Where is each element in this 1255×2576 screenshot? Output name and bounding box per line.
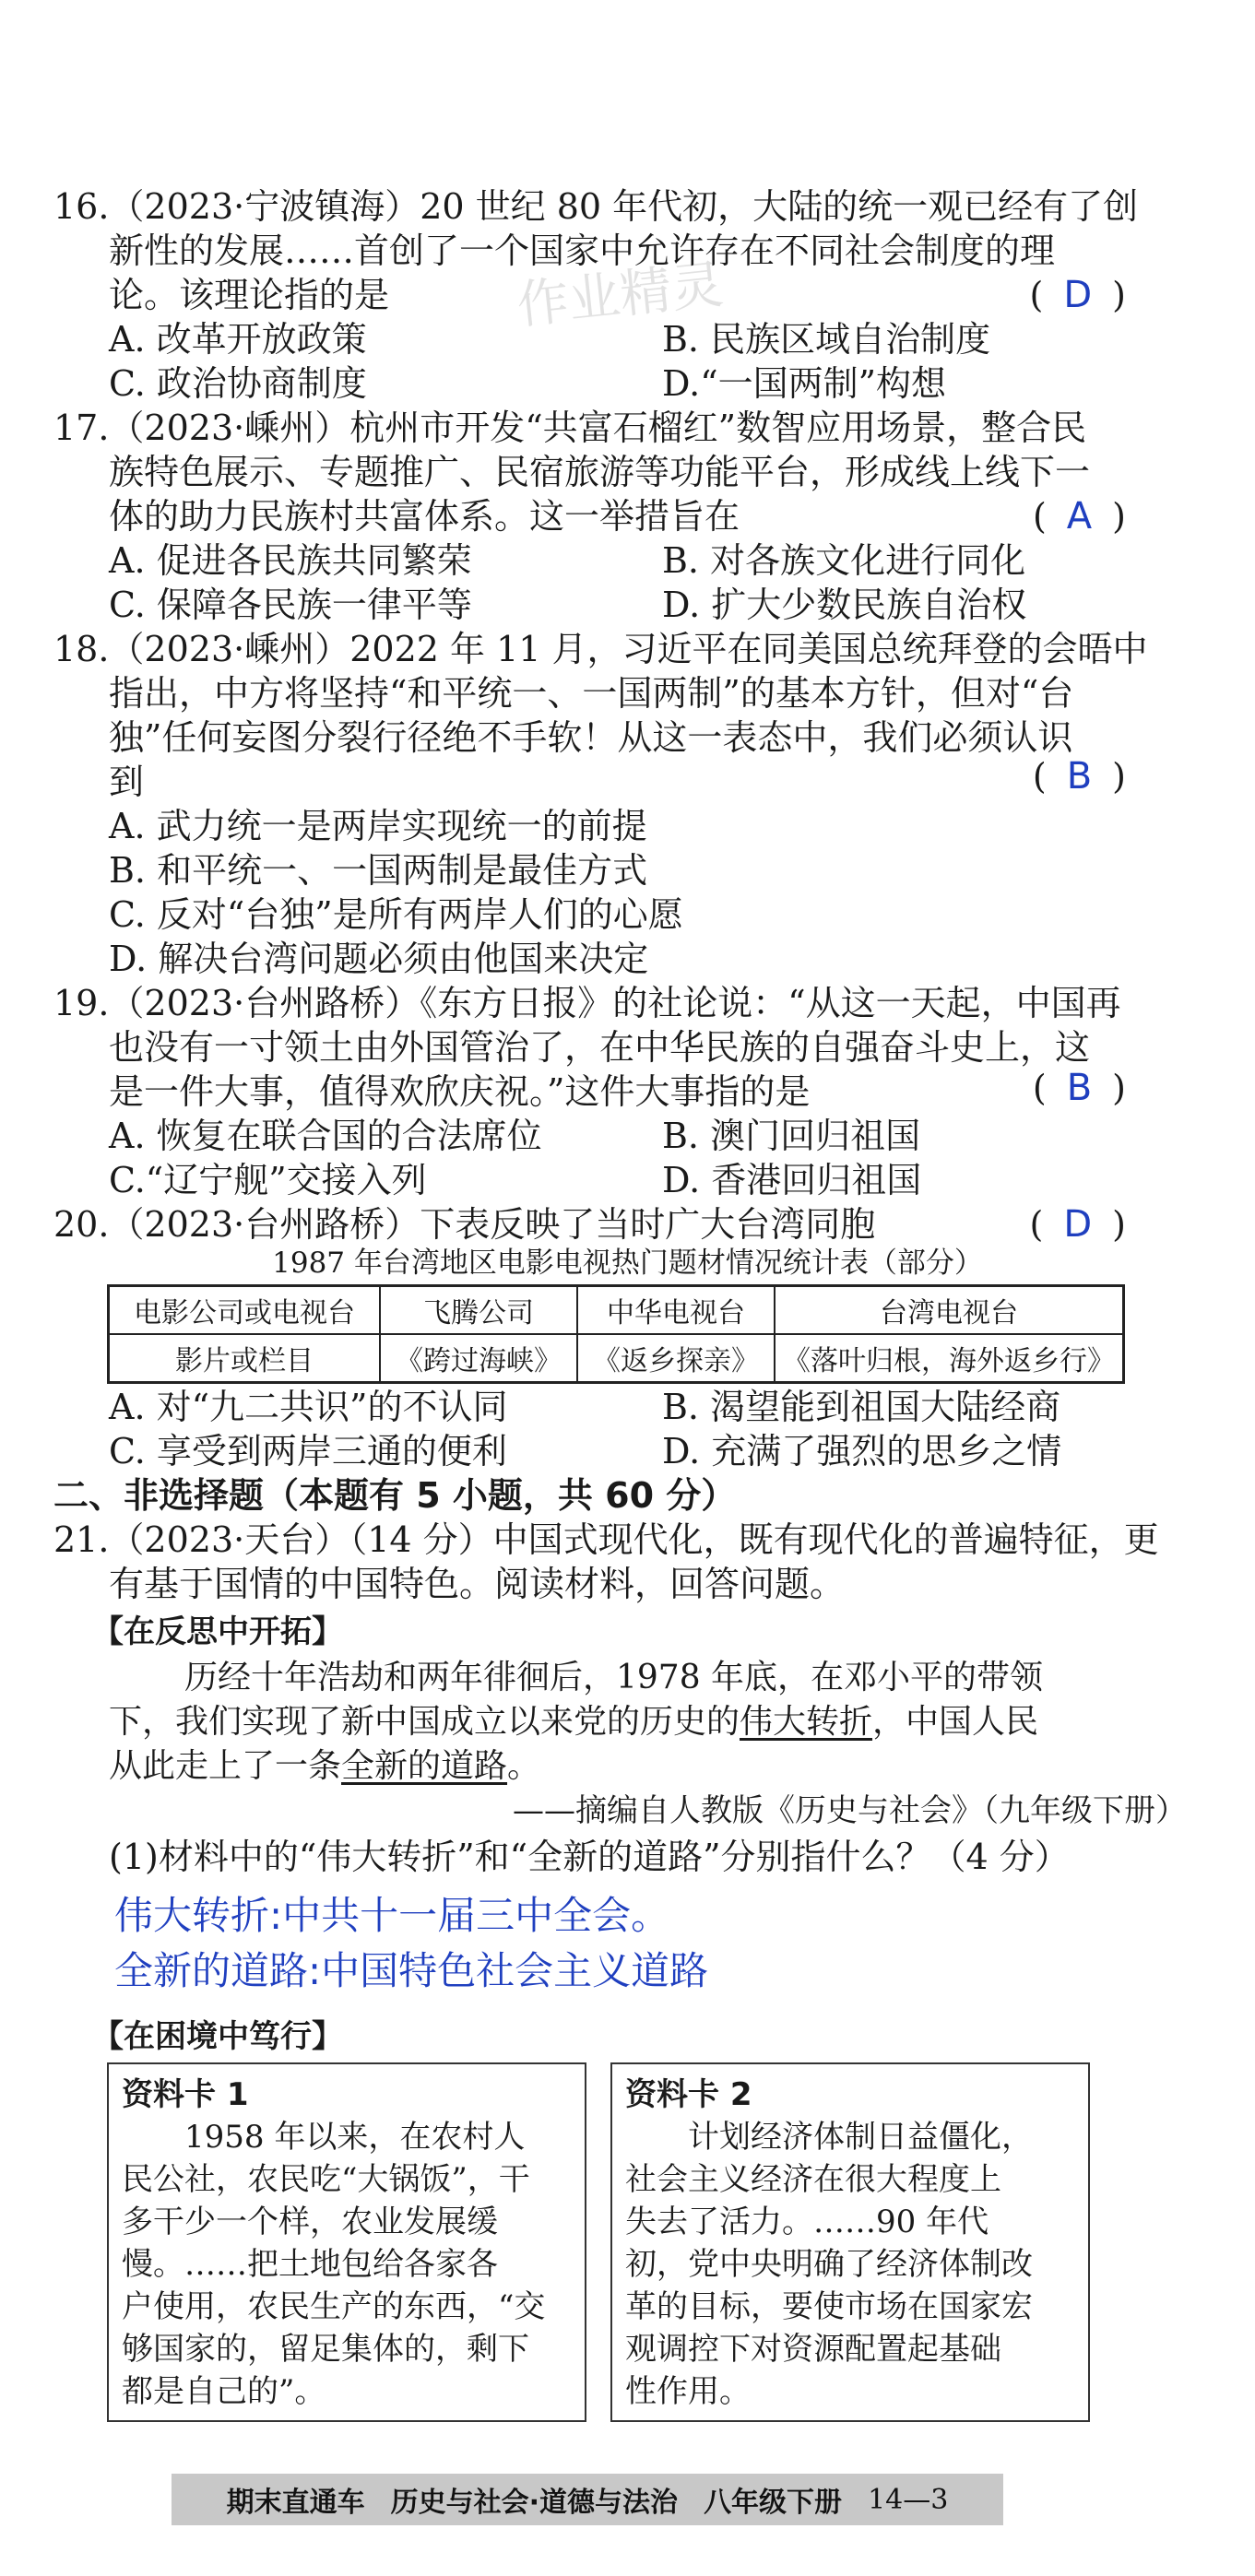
q17-option-b: B. 对各族文化进行同化 [662,540,1026,581]
table-cell: 台湾电视台 [775,1286,1124,1335]
q20-option-a: A. 对“九二共识”的不认同 [109,1387,508,1427]
q16-line-1: 16.（2023·宁波镇海）20 世纪 80 年代初，大陆的统一观已经有了创 [53,186,1139,227]
q19-line-2: 也没有一寸领土由外国管治了，在中华民族的自强奋斗史上，这 [109,1027,1091,1068]
material-card-1 [107,2062,586,2422]
q16-option-a: A. 改革开放政策 [109,319,367,360]
q18-option-d: D. 解决台湾问题必须由他国来决定 [109,939,649,979]
sub-heading-2: 【在困境中笃行】 [92,2018,343,2055]
table-cell: 《返乡探亲》 [577,1334,775,1383]
section-heading: 二、非选择题（本题有 5 小题，共 60 分） [53,1475,737,1516]
q19-option-b: B. 澳门回归祖国 [662,1116,921,1156]
page-footer [172,2474,1003,2525]
table-cell: 飞腾公司 [380,1286,577,1335]
q20-option-b: B. 渴望能到祖国大陆经商 [662,1387,1061,1427]
table-cell: 《跨过海峡》 [380,1334,577,1383]
q18-option-c: C. 反对“台独”是所有两岸人们的心愿 [109,894,683,935]
q19-answer-letter: B [1066,1067,1093,1109]
q16-line-3: 论。该理论指的是 [109,275,390,315]
handwritten-answer-1: 伟大转折:中共十一届三中全会。 [114,1893,670,1938]
q20-line-1: 20.（2023·台州路桥）下表反映了当时广大台湾同胞 [53,1204,876,1245]
card-body: 计划经济体制日益僵化， 社会主义经济在很大程度上 失去了活力。……90 年代 初，党中央明确了经济体制改 革的目标，要使市场在国家宏 观调控下对资源配置起基础 性作用。 [625,2119,1033,2410]
footer-page-number: 14—3 [868,2483,949,2516]
q18-line-3: 独”任何妄图分裂行径绝不手软！从这一表态中，我们必须认识 [109,717,1073,758]
q19-option-c: C.“辽宁舰”交接入列 [109,1160,427,1200]
q19-line-3: 是一件大事，值得欢欣庆祝。”这件大事指的是 [109,1071,811,1112]
q18-line-2: 指出，中方将坚持“和平统一、一国两制”的基本方针，但对“台 [109,673,1074,714]
q21-line-2: 有基于国情的中国特色。阅读材料，回答问题。 [109,1564,846,1604]
great-turn-phrase: 伟大转折 [740,1703,873,1741]
q19-option-a: A. 恢复在联合国的合法席位 [109,1116,542,1156]
q19-line-1: 19.（2023·台州路桥）《东方日报》的社论说：“从这一天起，中国再 [53,983,1121,1023]
material-card-2 [610,2062,1090,2422]
sub-question-1: (1)材料中的“伟大转折”和“全新的道路”分别指什么？（4 分） [109,1837,1070,1877]
q17-option-c: C. 保障各民族一律平等 [109,585,472,625]
q17-option-d: D. 扩大少数民族自治权 [662,585,1027,625]
q17-line-1: 17.（2023·嵊州）杭州市开发“共富石榴红”数智应用场景，整合民 [53,408,1087,448]
q18-line-1: 18.（2023·嵊州）2022 年 11 月，习近平在同美国总统拜登的会晤中 [53,629,1148,669]
q18-line-4: 到 [109,762,145,802]
footer-book: 期末直通车 [226,2487,365,2519]
material-text: 。 [507,1747,541,1785]
q20-option-c: C. 享受到两岸三通的便利 [109,1431,507,1471]
q20-option-d: D. 充满了强烈的思乡之情 [662,1431,1062,1471]
new-road-phrase: 全新的道路 [341,1747,508,1785]
q18-option-a: A. 武力统一是两岸实现统一的前提 [109,806,647,846]
sub-heading-1: 【在反思中开拓】 [92,1613,343,1650]
material-line-1: 历经十年浩劫和两年徘徊后，1978 年底，在邓小平的带领 [184,1659,1044,1696]
q18-answer: ( B ) [1032,755,1126,798]
table-cell: 电影公司或电视台 [109,1286,381,1335]
table-cell: 中华电视台 [577,1286,775,1335]
q17-line-2: 族特色展示、专题推广、民宿旅游等功能平台，形成线上线下一 [109,452,1091,492]
handwritten-answer-2: 全新的道路:中国特色社会主义道路 [114,1948,709,1993]
table-row [109,1286,1124,1335]
material-source: ——摘编自人教版《历史与社会》（九年级下册） [513,1792,1187,1829]
q20-answer-letter: D [1063,1203,1093,1246]
card-title: 资料卡 2 [625,2076,752,2113]
survey-table [107,1284,1125,1384]
q16-option-d: D.“一国两制”构想 [662,363,947,404]
table-row [109,1334,1124,1383]
q17-line-3: 体的助力民族村共富体系。这一举措旨在 [109,496,740,537]
q20-answer: ( D ) [1029,1203,1126,1246]
q19-option-d: D. 香港回归祖国 [662,1160,922,1200]
table-caption: 1987 年台湾地区电影电视热门题材情况统计表（部分） [272,1247,983,1280]
footer-grade: 八年级下册 [704,2487,843,2519]
q16-option-c: C. 政治协商制度 [109,363,367,404]
q19-answer: ( B ) [1032,1067,1126,1109]
q16-answer: ( D ) [1029,274,1126,316]
q18-answer-letter: B [1066,755,1093,798]
q18-option-b: B. 和平统一、一国两制是最佳方式 [109,850,648,891]
watermark: 作业精灵 [514,254,727,337]
card-title: 资料卡 1 [122,2076,249,2113]
q16-answer-letter: D [1063,274,1093,316]
q17-answer: ( A ) [1032,495,1126,538]
q16-option-b: B. 民族区域自治制度 [662,319,991,360]
material-text: ，中国人民 [872,1703,1039,1741]
material-line-2 [109,1700,1188,1744]
q17-option-a: A. 促进各民族共同繁荣 [109,540,472,581]
footer-subjects: 历史与社会·道德与法治 [390,2487,679,2519]
q21-line-1: 21.（2023·天台）（14 分）中国式现代化，既有现代化的普遍特征，更 [53,1519,1159,1560]
material-line-3 [109,1744,1188,1789]
q16-line-2: 新性的发展……首创了一个国家中允许存在不同社会制度的理 [109,230,1056,271]
material-text: 从此走上了一条 [109,1747,342,1785]
q17-answer-letter: A [1066,495,1093,538]
table-cell: 影片或栏目 [109,1334,381,1383]
card-body: 1958 年以来，在农村人 民公社，农民吃“大锅饭”，干 多干少一个样，农业发展缓 慢。……把土地包给各家各 户使用，农民生产的东西，“交 够国家的，留足集体的，剩下 都是自己的”。 [122,2119,546,2410]
material-text: 下，我们实现了新中国成立以来党的历史的 [109,1703,740,1741]
table-cell: 《落叶归根，海外返乡行》 [775,1334,1124,1383]
